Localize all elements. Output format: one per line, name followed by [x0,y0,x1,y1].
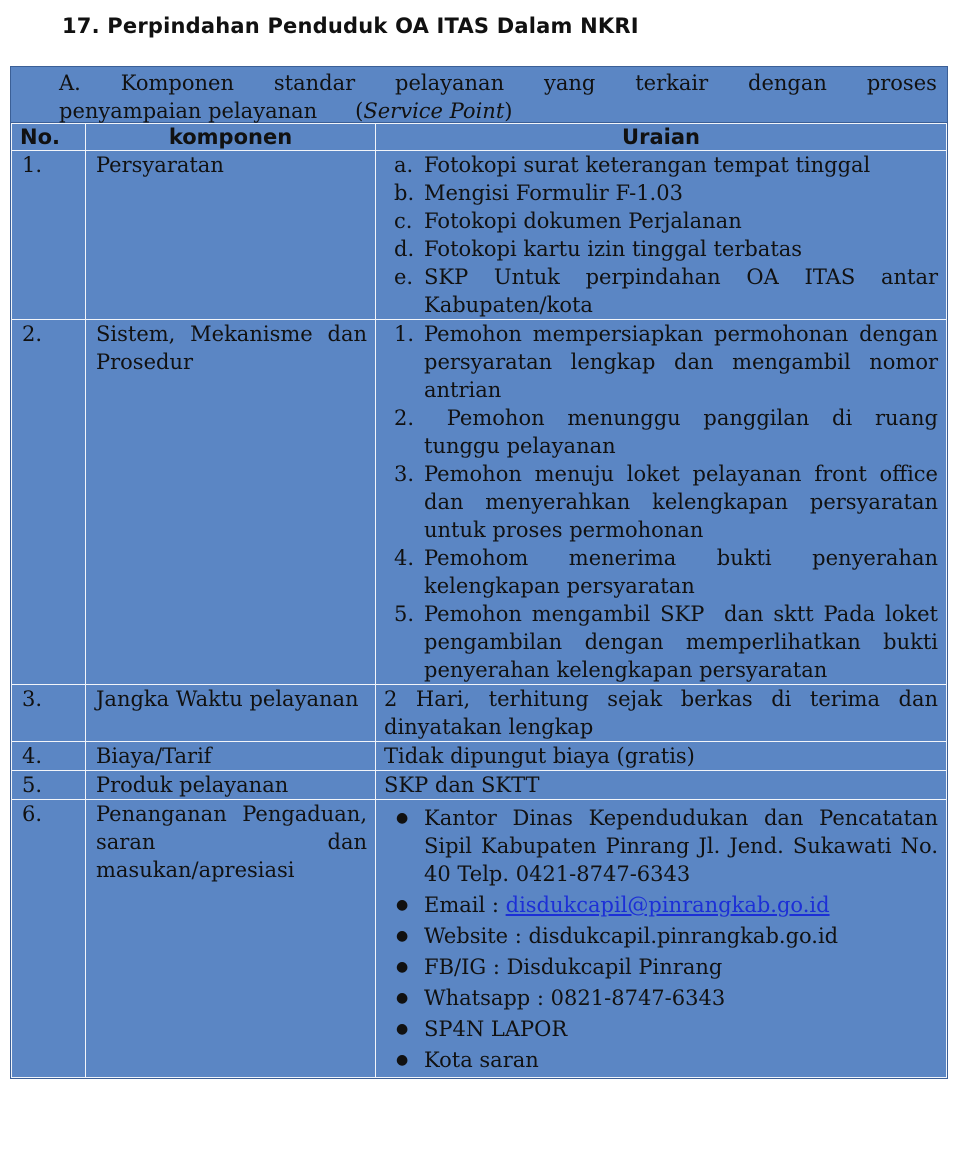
bullet-icon: ● [396,959,409,975]
list-item: ● Kota saran [396,1048,539,1072]
row-number: 3. [12,685,86,742]
header-komponen: komponen [86,124,376,151]
header-uraian: Uraian [376,124,947,151]
header-row [12,124,947,151]
bullet-icon: ● [396,928,409,944]
intro-paren-open: ( [355,99,364,123]
bullet-icon: ● [396,897,409,913]
table-row [12,685,947,742]
intro-word: A. [59,71,81,95]
row-uraian [376,800,947,1078]
row-komponen: Jangka Waktu pelayanan [86,685,376,742]
row-uraian: Tidak dipungut biaya (gratis) [376,742,947,771]
row-number: 6. [12,800,86,1078]
row-uraian: SKP dan SKTT [376,771,947,800]
row-number: 1. [12,151,86,320]
list-item: ● SP4N LAPOR [396,1017,568,1041]
intro-word: yang [543,71,596,95]
list-item: ● Whatsapp : 0821-8747-6343 [396,986,726,1010]
row-komponen: Persyaratan [86,151,376,320]
list-item: 5. Pemohon mengambil SKP dan sktt Pada loket pengambilan dengan memperlihatkan bukti penyerahan kelengkapan persyaratan [394,602,945,682]
row-komponen: Biaya/Tarif [86,742,376,771]
row-komponen: Produk pelayanan [86,771,376,800]
table-row [12,771,947,800]
row-komponen: Sistem, Mekanisme dan Prosedur [86,320,376,685]
bullet-icon: ● [396,1052,409,1068]
list-item: 3. Pemohon menuju loket pelayanan front office dan menyerahkan kelengkapan persyaratan untuk proses permohonan [394,462,938,542]
list-item: a. Fotokopi surat keterangan tempat tinggal [394,153,871,177]
list-item: ● Kantor Dinas Kependudukan dan Pencatatan Sipil Kabupaten Pinrang Jl. Jend. Sukawati No. 40 Telp. 0421-8747-6343 [396,806,938,886]
list-item: d. Fotokopi kartu izin tinggal terbatas [394,237,803,261]
page-title: 17. Perpindahan Penduduk OA ITAS Dalam NKRI [62,14,639,38]
intro-line-1 [59,69,937,97]
intro-word: pelayanan [395,71,505,95]
intro-word: dengan [748,71,827,95]
intro-line2-text: penyampaian pelayanan [59,99,318,123]
intro-line-2 [59,97,937,125]
table-row [12,320,947,685]
table-row [12,800,947,1078]
service-table [10,66,948,1079]
list-item: c. Fotokopi dokumen Perjalanan [394,209,742,233]
list-item: e. SKP Untuk perpindahan OA ITAS antar Kabupaten/kota [394,265,938,317]
section-intro [11,67,947,123]
row-uraian: 2 Hari, terhitung sejak berkas di terima dan dinyatakan lengkap [376,685,947,742]
bullet-icon: ● [396,810,409,826]
row-uraian [376,151,947,320]
list-item: 4. Pemohom menerima bukti penyerahan kelengkapan persyaratan [394,546,938,598]
table-row [12,151,947,320]
list-item: ● Email : disdukcapil@pinrangkab.go.id [396,893,830,917]
list-item: 1. Pemohon mempersiapkan permohonan dengan persyaratan lengkap dan mengambil nomor antrian [394,322,938,402]
list-item: b. Mengisi Formulir F-1.03 [394,181,683,205]
row-uraian [376,320,947,685]
header-no: No. [12,124,86,151]
bullet-icon: ● [396,1021,409,1037]
components-table [11,123,947,1078]
intro-service-point: Service Point [363,99,505,123]
row-number: 4. [12,742,86,771]
intro-word: terkair [635,71,709,95]
list-item: 2. Pemohon menunggu panggilan di ruang tunggu pelayanan [394,406,945,458]
intro-word: standar [273,71,356,95]
list-item: ● FB/IG : Disdukcapil Pinrang [396,955,723,979]
intro-word: Komponen [120,71,234,95]
list-item: ● Website : disdukcapil.pinrangkab.go.id [396,924,839,948]
intro-word: proses [866,71,937,95]
row-number: 5. [12,771,86,800]
row-komponen: Penanganan Pengaduan, saran dan masukan/apresiasi [86,800,376,1078]
intro-paren-close: ) [504,99,513,123]
row-number: 2. [12,320,86,685]
email-link[interactable]: disdukcapil@pinrangkab.go.id [505,893,830,917]
table-row [12,742,947,771]
bullet-icon: ● [396,990,409,1006]
